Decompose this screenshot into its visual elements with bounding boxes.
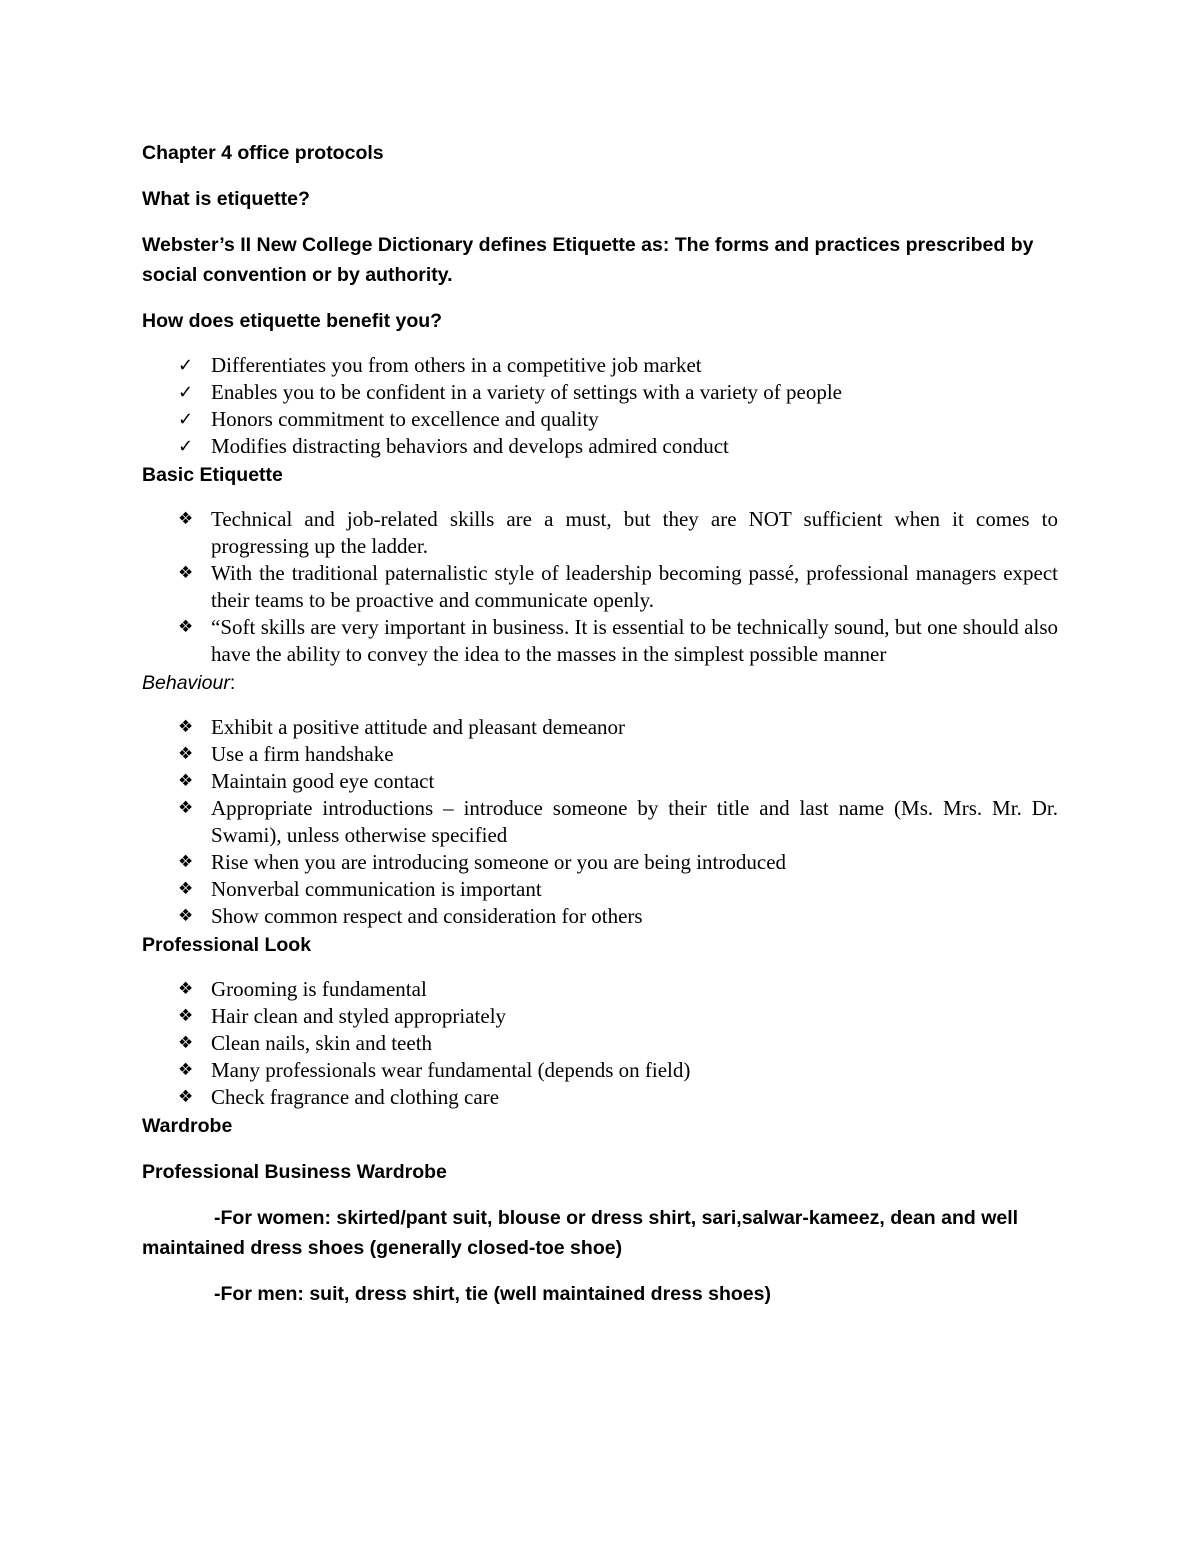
diamond-bullet-icon: ❖ (178, 1006, 194, 1026)
diamond-bullet-icon: ❖ (178, 717, 194, 737)
checkmark-icon: ✓ (178, 382, 194, 403)
list-item: ❖ Appropriate introductions – introduce someone by their title and last name (Ms. Mrs. Mr. Dr. Swami), unless otherwise specified (178, 796, 1058, 847)
diamond-bullet-icon: ❖ (178, 617, 194, 637)
benefit-heading: How does etiquette benefit you? (142, 310, 443, 332)
benefits-list (142, 352, 1058, 460)
diamond-bullet-icon: ❖ (178, 798, 194, 818)
checkmark-icon: ✓ (178, 436, 194, 457)
basic-etiquette-list (142, 506, 1058, 668)
professional-look-heading: Professional Look (142, 934, 312, 956)
list-item: ✓ Enables you to be confident in a variety of settings with a variety of people (178, 380, 842, 404)
list-item: ❖ Use a firm handshake (178, 742, 394, 766)
list-item: ❖ Technical and job-related skills are a must, but they are NOT sufficient when it comes to progressing up the ladder. (178, 507, 1058, 558)
list-item: ❖ Hair clean and styled appropriately (178, 1004, 507, 1028)
question-heading: What is etiquette? (142, 188, 310, 210)
list-item: ❖ Show common respect and consideration for others (178, 904, 643, 928)
chapter-title: Chapter 4 office protocols (142, 142, 384, 164)
behaviour-heading: Behaviour: (142, 672, 236, 694)
professional-look-list (142, 976, 1058, 1111)
diamond-bullet-icon: ❖ (178, 879, 194, 899)
list-item: ❖ With the traditional paternalistic style of leadership becoming passé, professional managers expect their teams to be proactive and communicate openly. (178, 561, 1058, 612)
diamond-bullet-icon: ❖ (178, 509, 194, 529)
definition-paragraph: Webster’s II New College Dictionary defines Etiquette as: The forms and practices prescribed by social convention or by authority. (142, 234, 1034, 286)
list-item: ❖ Check fragrance and clothing care (178, 1085, 500, 1109)
list-item: ❖ Clean nails, skin and teeth (178, 1031, 433, 1055)
list-item: ✓ Differentiates you from others in a competitive job market (178, 353, 702, 377)
diamond-bullet-icon: ❖ (178, 1060, 194, 1080)
business-wardrobe-heading: Professional Business Wardrobe (142, 1161, 447, 1183)
checkmark-icon: ✓ (178, 355, 194, 376)
list-item: ❖ Maintain good eye contact (178, 769, 435, 793)
list-item: ✓ Modifies distracting behaviors and develops admired conduct (178, 434, 729, 458)
document-page (142, 138, 1058, 1309)
checkmark-icon: ✓ (178, 409, 194, 430)
list-item: ❖ Grooming is fundamental (178, 977, 427, 1001)
list-item: ❖ Exhibit a positive attitude and pleasant demeanor (178, 715, 626, 739)
diamond-bullet-icon: ❖ (178, 852, 194, 872)
behaviour-list (142, 714, 1058, 930)
list-item: ✓ Honors commitment to excellence and quality (178, 407, 599, 431)
list-item: ❖ Rise when you are introducing someone or you are being introduced (178, 850, 787, 874)
list-item: ❖ “Soft skills are very important in business. It is essential to be technically sound, but one should also have the ability to convey the idea to the masses in the simplest possible manner (178, 615, 1058, 666)
women-wardrobe-paragraph: -For women: skirted/pant suit, blouse or dress shirt, sari,salwar-kameez, dean and well maintained dress shoes (generally closed-toe shoe) (142, 1207, 1019, 1259)
diamond-bullet-icon: ❖ (178, 1033, 194, 1053)
diamond-bullet-icon: ❖ (178, 563, 194, 583)
men-wardrobe-paragraph: -For men: suit, dress shirt, tie (well maintained dress shoes) (214, 1283, 771, 1305)
diamond-bullet-icon: ❖ (178, 771, 194, 791)
diamond-bullet-icon: ❖ (178, 1087, 194, 1107)
diamond-bullet-icon: ❖ (178, 906, 194, 926)
diamond-bullet-icon: ❖ (178, 979, 194, 999)
list-item: ❖ Nonverbal communication is important (178, 877, 542, 901)
diamond-bullet-icon: ❖ (178, 744, 194, 764)
basic-etiquette-heading: Basic Etiquette (142, 464, 283, 486)
wardrobe-heading: Wardrobe (142, 1115, 233, 1137)
list-item: ❖ Many professionals wear fundamental (depends on field) (178, 1058, 691, 1082)
